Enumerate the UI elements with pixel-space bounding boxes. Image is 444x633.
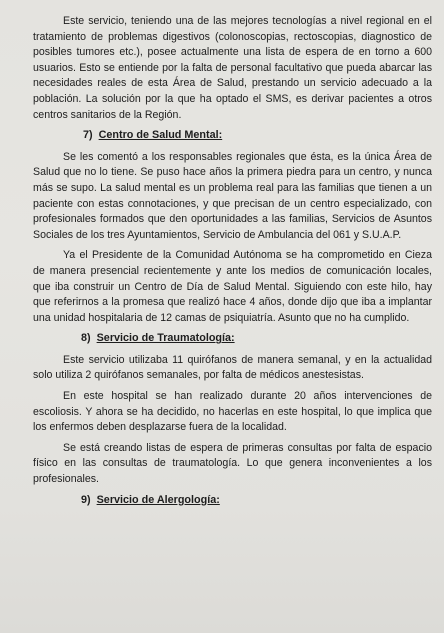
section-title: Servicio de Alergología: — [96, 493, 220, 506]
section-number: 8) — [81, 332, 91, 345]
section-number: 7) — [83, 129, 93, 142]
paragraph-traumatology-3: Se está creando listas de espera de primeras consultas por falta de espacio físico en las consultas de traumatología. Lo que genera inconvenientes a los profesionales. — [33, 441, 432, 486]
section-title: Centro de Salud Mental: — [98, 129, 223, 142]
section-heading-traumatology — [33, 331, 432, 347]
section-heading-mental-health — [33, 128, 432, 144]
section-number: 9) — [81, 493, 91, 506]
paragraph-traumatology-2: En este hospital se han realizado durante 20 años intervenciones de escoliosis. Y ahora se ha decidido, no hacerlas en este hospital, lo que implica que los enfermos deben desplazarse fuera de la localidad. — [33, 390, 432, 434]
paragraph-traumatology-1: Este servicio utilizaba 11 quirófanos de manera semanal, y en la actualidad solo utiliza 2 quirófanos semanales, por falta de médicos anestesistas. — [33, 353, 432, 382]
paragraph-digestive-service: Este servicio, teniendo una de las mejores tecnologías a nivel regional en el tratamiento de problemas digestivos (colonoscopias, rectoscopias, diagnostico de posibles tumores etc.), posee actualmente una lista de espera de en torno a 600 usuarios. Esto se entiende por la falta de personal facultativo que pueda abarcar las necesidades reales de esta Área de Salud, prestando un servicio adecuado a la población. La solución por la que ha optado el SMS, es derivar pacientes a otros centros sanitarios de la Región. — [33, 15, 432, 121]
paragraph-mental-health-1: Se les comentó a los responsables regionales que ésta, es la única Área de Salud que no lo tiene. Se puso hace años la primera piedra para un centro, y nunca más se supo. La salud mental es un problema real para las familias que tienen a un paciente con estas connotaciones, y que precisan de un centro especializado, con profesionales formados que den oportunidades a las familias, Servicios de Asuntos Sociales de los tres Ayuntamientos, Servicio de Ambulancia del 061 y S.U.A.P. — [33, 150, 432, 241]
paragraph-mental-health-2: Ya el Presidente de la Comunidad Autónoma se ha comprometido en Cieza de manera presencial recientemente y ante los medios de comunicación locales, que iba construir un Centro de Día de Salud Mental. Siguiendo con este hilo, hay que referirnos a la promesa que realizó hace 4 años, donde dijo que iba a implantar una unidad hospitalaria de 12 camas de psiquiatría. Asunto que no ha cumplido. — [33, 249, 432, 324]
section-title: Servicio de Traumatología: — [96, 332, 235, 345]
section-heading-allergology — [33, 493, 432, 509]
